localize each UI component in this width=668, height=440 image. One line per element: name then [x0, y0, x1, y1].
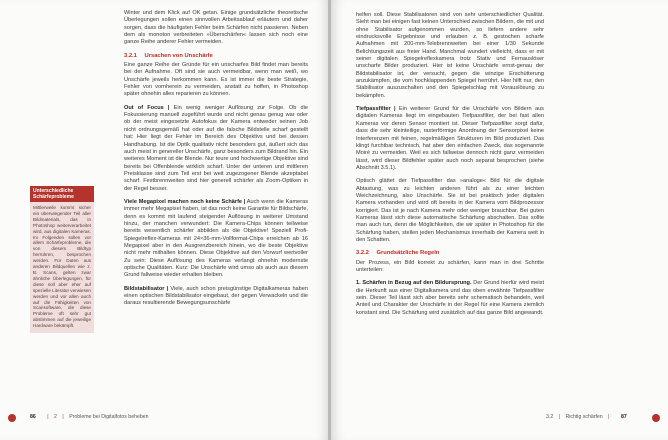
left-paragraph-megapixel	[124, 199, 308, 280]
stabilizer-text: Viele, auch schon preisgünstige Digitalkameras haben einen optischen Bildstabilisator eingebaut, der gegen Verwackeln und die daraus resultierende Bewegungsunschärfe	[124, 285, 308, 307]
focus-text: Ein wenig weniger Auflösung zur Folge. Ob die Fokussierung manuell zugeführt wurde und nicht genau genug war oder ob der meist eingesetzte Autofokus der Kamera entweder seinen Job nicht ordnungsgemäß hat oder auf die falsche Bildstelle scharf gestellt hat: Hier liegt der Fehler im Bereich des Objektivs und bei dessen Handhabung. Ist die Optik qualitativ nicht besonders gut, äußert sich das auch meist in genereller Unschärfe, ganz besonders zum Bildrand hin. Ein weiteres Moment ist die Blende. Nur teure und hochwertige Objektive sind bereits bei Offenblende wirklich scharf. Unter der unteren und mittleren Preisklasse sind zum Teil erst bei weit zugezogener Blende akzeptabel scharf. Festbrennweiten sind hier generell schärfer als Zoom-Optiken in der Regel besser.	[124, 104, 308, 192]
section-number: 3.2.2	[356, 250, 369, 257]
right-page-number: 87	[620, 414, 627, 420]
section-title: Grundsätzliche Regeln	[376, 250, 440, 257]
footer-separator: |	[608, 414, 610, 420]
section-number-footer: 3.2	[546, 414, 554, 420]
chapter-title: Probleme bei Digitalfotos beheben	[69, 414, 149, 420]
margin-note-box	[30, 186, 94, 333]
right-paragraph-stabilizer: helfen soll. Diese Stabilisatoren sind von sehr unterschiedlicher Qualität. Sieht man bei einigen fast keinen Unterschied zwischen Bildern, die mit und ohne Stabilisator aufgenommen wurden, so liefern andere sehr eindrucksvolle Ergebnisse und erlauben z. B. gestochen scharfe Aufnahmen mit 200-mm-Telebrennweiten bei einer 1/30 Sekunde Belichtungszeit aus freier Hand. Manchmal wundert vielleicht, dass er mit seiner digitalen Spiegelreflexkamera trotz Stativ und Fernauslöser unscharfe Bilder produziert. Hier ist keine Unschärfe ernst-genau der Bildstabilisator ist, der versucht, gegen die winzige Erschütterung anzukämpfen, die vom hochklappenden Spiegel herrührt. Hier hilft nur, den Stabilisator auszuschalten und den Spiegelschlag mit Vorauslösung zu bekämpfen.	[356, 12, 544, 99]
megapixel-text: Auch wenn die Kameras immer mehr Megapixel haben, ist das noch keine Garantie für Bildschärfe, denn es kommt mit laufend steigender Auflösung in weiterer Umstand hinzu, der manchen verwundert: Die Kamera-Chips können teilweise bereits wesentlich schärfer abbilden als die Objektive! Speziell Profi-Spiegelreflex-Kameras mit 24×36-mm-Vollformat-Chips erreichen ab 16 Megapixel aber in den Ausgrenzbereich hinein, wo die beste Objektive nicht mehr mithalten können. Diese Objektive auf den Vorwurf wertvoller Zu sein: Diese Auflösung des Kameras verlangt ohnehin modernste optische Qualitäten. Kurz: Die Unschärfe wird umso als auch aus diesem Grund fallweise wieder erhalten bleiben.	[124, 198, 308, 279]
list-lead: Schärfen in Bezug auf den Bildursprung.	[362, 280, 472, 287]
list-text: Der Grund hierfür wird meist die Herkunft aus einer Digitalkamera und das oben erwähnte Tiefpassfilter sein. Dieser Teil lässt sich aber bereits sehr schematisch behandeln, weil Anteil und Charakter der Unschärfe in der Regel für eine Kamera ziemlich konstant sind. Die Schärfung wird zusätzlich auf das ganze Bild angewandt.	[356, 280, 545, 316]
page-marker-icon	[652, 414, 660, 422]
lowpass-text: Ein weiterer Grund für die Unschärfe von Bildern aus digitalen Kameras liegt im eingebauten Tiefpassfilter, der bei fast allen Kameras vor deren Sensor montiert ist. Dieser Tiefpassfilter sorgt dafür, dass die sehr kleinteilige, rasterförmige Anordnung der Sensorpixel keine Interferenzen mit feinen, regelmäßigen Strukturen im Bild produziert. Das klingt furchtbar technisch, hat aber den einfachen Zweck, das sogenannte Moiré zu vermeiden. Weil es sich fallweise dennoch nicht ganz vermeiden lässt, wird dieser Bildfehler später auch noch separat besprochen (siehe Abschnitt 3.5.1).	[356, 106, 544, 171]
section-title-footer: Richtig schärfen	[565, 414, 603, 420]
footer-separator: |	[558, 414, 561, 420]
right-paragraph-lowpass	[356, 106, 544, 172]
page-marker-icon	[8, 414, 16, 422]
section-title: Ursachen von Unschärfe	[144, 52, 213, 59]
section-number: 3.2.1	[124, 52, 137, 59]
left-footer	[30, 414, 149, 420]
footer-separator: |	[62, 414, 64, 420]
margin-note-title: Unterschiedliche Schärfeprobleme	[30, 186, 94, 202]
left-paragraph-intro: Winter und dem Klick auf OK getan. Einige grundsätzliche theoretische Überlegungen sollen einen sinnvollen Arbeitsablauf erläutern und daher sorgen, dass die häufigsten Fehler beim Schärfen nicht passieren. Neben dem als monoton verbreiteten »Überschärfen« lassen sich noch eine ganze Reihe anderer Fehler vermeiden.	[124, 10, 308, 46]
left-paragraph-stabilizer	[124, 286, 308, 308]
list-number: 1.	[356, 280, 361, 287]
chapter-number: 2	[54, 414, 57, 420]
left-page-number: 86	[30, 414, 36, 420]
right-paragraph-analog: Optisch glättet der Tiefpassfilter das »analoge« Bild für die digitale Abtastung, was zu leichten anderen führt als zu einer leichten Weichzeichnung, also Unschärfe. Sie ist bei praktisch jeder digitalen Kamera vorhanden und wird oft bereits in der Kamera vom Bildprozessor korrigiert. Das ist je nach Kamera mehr oder weniger brauchbar. Bei guten Kameras lässt sich diese automatische Schärfung abschalten. Das sollte man auch tun, denn die Möglichkeiten, die wir später in Photoshop für die Schärfung haben, stellen jeden Mechanismus innerhalb der Kamera weit in den Schatten.	[356, 178, 544, 243]
lead-lowpass: Tiefpassfilter |	[356, 106, 396, 113]
lead-megapixel: Viele Megapixel machen noch keine Schärfe |	[124, 198, 246, 205]
left-paragraph-causes: Eine ganze Reihe der Gründe für ein unscharfes Bild findet man bereits bei der Aufnahme. Oft sind sie auch vermeidbar, wenn man weiß, wo Unschärfe jeweils herkommen kann. Es ist immer die beste Strategie, Fehler von vornherein zu vermeiden, anstatt zu hoffen, in Photoshop später ohnehin alles reparieren zu können.	[124, 62, 308, 98]
section-heading-3-2-2	[356, 250, 544, 257]
lead-stabilizer: Bildstabilisator |	[124, 285, 169, 292]
right-paragraph-process: Der Prozess, ein Bild korrekt zu schärfen, kann man in drei Schritte unterteilen:	[356, 259, 544, 273]
numbered-list-item	[356, 280, 544, 317]
footer-separator: |	[47, 414, 49, 420]
margin-note-text: Mittlerweile kommt sicher ein überwiegender Teil aller Bildmaterials, das in Photoshop weiterverarbeitet wird, aus digitalen Kameras. Im Folgenden sollen vor allem Schärfeprobleme, die von diesem Bildtyp herrühren, besprochen werden. Für Daten aus anderen Bildquellen wie z. B. Scans, gelten zwar ähnliche Überlegungen, für diese soll aber eher auf spezielle Literatur verwiesen werden und vor allen auch auf die Fähigkeiten von Scansoftware, die diese Probleme oft sehr gut abstimmen auf die jeweilige Hardware bekämpft.	[33, 205, 91, 329]
right-body-text	[356, 12, 544, 323]
right-footer	[546, 414, 627, 420]
left-paragraph-focus	[124, 105, 308, 193]
left-body-text	[124, 10, 308, 314]
lead-out-of-focus: Out of Focus |	[124, 104, 170, 111]
section-heading-3-2-1	[124, 53, 308, 60]
